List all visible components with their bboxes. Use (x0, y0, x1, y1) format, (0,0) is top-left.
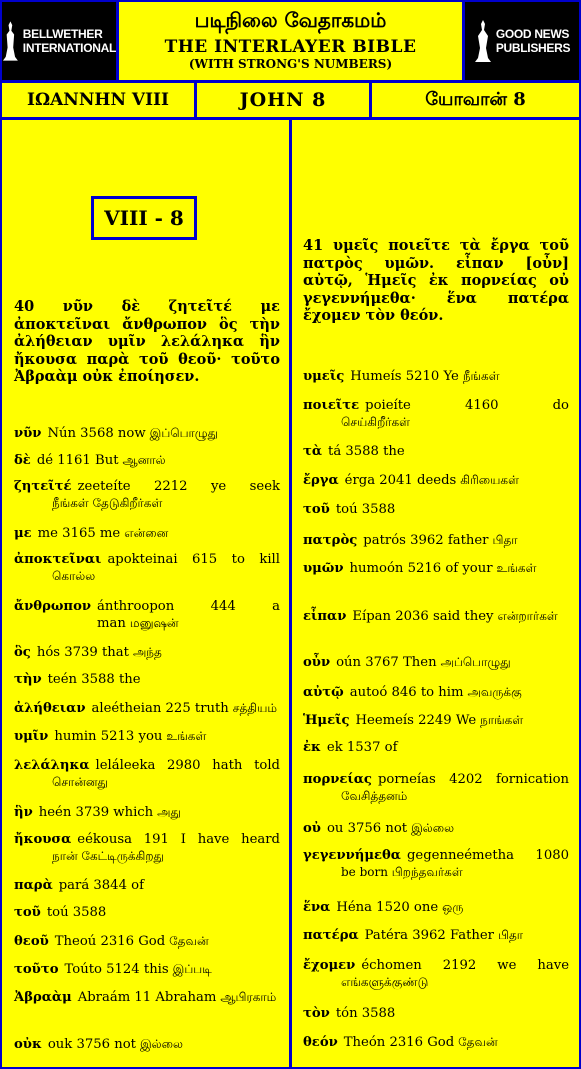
word-gloss: ek 1537 of (326, 740, 398, 755)
word-entry (303, 712, 569, 729)
tamil-gloss: அது (157, 805, 181, 819)
greek-word: ἣν (14, 805, 33, 820)
word-gloss: apokteinai 615 to kill (107, 552, 280, 567)
verse-41-text: 41 υμεῖς ποιεῖτε τὰ ἔργα τοῦ πατρὸς υμῶν. εἶπαν [οὖν] αὐτῷ, Ἡμεῖς ἐκ πορνείας οὐ γεγεννήμεθα· ἕνα πατέρα ἔχομεν τὸν θεόν. (303, 237, 569, 325)
book-english: JOHN 8 (197, 83, 372, 117)
word-entry (14, 728, 280, 745)
book-tamil: யோவான் 8 (425, 88, 526, 110)
good-news-logo (462, 2, 579, 80)
word-entry (303, 532, 569, 549)
word-entry (303, 1006, 569, 1022)
logo-left-line1: BELLWETHER (22, 27, 103, 41)
title-block (119, 2, 462, 80)
verse-40-text: 40 νῦν δὲ ζητεῖτέ με ἀποκτεῖναι ἄνθρωπον ὃς τὴν ἀλήθειαν υμῖν λελάληκα ἣν ἤκουσα παρὰ τοῦ θεοῦ· τοῦτο Ἀβραὰμ οὐκ ἐποίησεν. (14, 298, 280, 386)
greek-word: ἄνθρωπον (14, 599, 92, 614)
tamil-gloss: ஒரு (442, 900, 464, 914)
greek-word: με (14, 526, 32, 541)
word-gloss: aleétheian 225 truth சத்தியம் (91, 701, 278, 716)
word-entry (14, 700, 280, 717)
greek-word: ἔχομεν (303, 958, 356, 973)
greek-word: τοῦ (14, 905, 41, 920)
tamil-gloss: எங்களுக்குண்டு (341, 975, 429, 989)
word-entry (303, 1034, 569, 1051)
word-entry (303, 608, 569, 625)
tamil-gloss: தேவன் (169, 934, 209, 948)
tamil-gloss: சொன்னது (52, 775, 108, 789)
word-gloss: patrós 3962 father பிதா (363, 533, 518, 548)
word-gloss: tón 3588 (335, 1006, 396, 1021)
word-gloss: zeeteíte 2212 ye seek (77, 479, 280, 494)
greek-word: οὐ (303, 821, 321, 836)
greek-word: ποιεῖτε (303, 398, 360, 413)
tamil-gloss: கொல்ல (52, 569, 96, 583)
word-gloss: humoón 5216 of your உங்கள் (349, 561, 537, 576)
column-divider (289, 120, 292, 1067)
greek-word: ἔργα (303, 473, 339, 488)
greek-word: υμεῖς (303, 369, 345, 384)
word-gloss: toú 3588 (335, 502, 396, 517)
greek-word: τοῦ (303, 502, 330, 517)
tamil-gloss: அவருக்கு (467, 685, 522, 699)
tamil-gloss: ஆபிரகாம் (220, 990, 277, 1004)
word-entry (14, 672, 280, 688)
word-entry (14, 961, 280, 978)
tamil-gloss: கிரியைகள் (460, 473, 519, 487)
tamil-gloss: இல்லை (411, 821, 455, 835)
word-gloss: Theón 2316 God தேவன் (343, 1035, 498, 1050)
tamil-gloss: ஆனால் (122, 453, 166, 467)
tamil-gloss: உங்கள் (496, 561, 537, 575)
tamil-gloss: வேசித்தனம் (341, 789, 408, 803)
word-entry (303, 368, 569, 385)
word-entry (14, 905, 280, 921)
word-gloss: humin 5213 you உங்கள் (54, 729, 207, 744)
word-gloss: échomen 2192 we have (361, 958, 569, 973)
greek-word: οὐκ (14, 1037, 42, 1052)
tamil-gloss: be born பிறந்தவர்கள் (341, 865, 463, 879)
word-gloss: pará 3844 of (58, 878, 144, 893)
logo-right-line1: GOOD NEWS (495, 27, 570, 41)
word-gloss: ouk 3756 not இல்லை (47, 1037, 183, 1052)
word-gloss: oún 3767 Then அப்பொழுது (336, 655, 511, 670)
word-entry (14, 878, 280, 894)
word-entry (14, 804, 280, 821)
greek-word: τοῦτο (14, 962, 59, 977)
logo-right-line2: PUBLISHERS (495, 41, 571, 55)
greek-word: παρὰ (14, 878, 53, 893)
word-gloss: Abraám 11 Abraham ஆபிரகாம் (77, 990, 277, 1005)
greek-word: αὐτῷ (303, 685, 344, 700)
word-entry (303, 927, 569, 944)
logo-left-line2: INTERNATIONAL (22, 41, 116, 55)
greek-word: ζητεῖτέ (14, 479, 72, 494)
word-entry (303, 899, 569, 916)
word-gloss: Héna 1520 one ஒரு (336, 900, 464, 915)
tamil-gloss: சத்தியம் (232, 701, 278, 715)
word-gloss: autoó 846 to him அவருக்கு (349, 685, 522, 700)
word-entry (14, 599, 280, 632)
word-entry (303, 772, 569, 804)
word-entry (303, 740, 569, 756)
statue-icon (2, 18, 19, 64)
greek-word: υμῖν (14, 729, 49, 744)
greek-word: εἶπαν (303, 609, 347, 624)
greek-word: οὖν (303, 655, 331, 670)
tamil-gloss: பிதா (492, 533, 518, 547)
word-entry (14, 989, 280, 1006)
word-entry (14, 758, 280, 790)
word-entry (303, 958, 569, 990)
greek-word: ἀποκτεῖναι (14, 552, 102, 567)
word-entry (303, 398, 569, 430)
greek-word: υμῶν (303, 561, 344, 576)
tamil-gloss: அந்த (132, 645, 162, 659)
title-english: THE INTERLAYER BIBLE (164, 37, 417, 57)
greek-word: θεόν (303, 1035, 338, 1050)
word-entry (303, 444, 569, 460)
word-gloss: Theoú 2316 God தேவன் (54, 934, 209, 949)
word-gloss: dé 1161 But ஆனால் (36, 453, 166, 468)
greek-word: ἕνα (303, 900, 331, 915)
word-entry (303, 684, 569, 701)
tamil-gloss: நான் கேட்டிருக்கிறது (52, 849, 164, 863)
greek-word: Ἡμεῖς (303, 713, 350, 728)
book-greek: ΙΩΑΝΝΗΝ VIII (2, 83, 197, 117)
word-gloss: Heemeís 2249 We நாங்கள் (355, 713, 524, 728)
word-gloss: Patéra 3962 Father பிதா (364, 928, 524, 943)
word-gloss: gegenneémetha 1080 (406, 848, 569, 863)
word-entry (303, 560, 569, 577)
greek-word: πατρὸς (303, 533, 358, 548)
word-gloss: Toúto 5124 this இப்படி (64, 962, 212, 977)
word-entry (14, 1036, 280, 1053)
tamil-gloss: பிதா (498, 928, 524, 942)
word-gloss: Eípan 2036 said they என்றார்கள் (352, 609, 558, 624)
word-entry (14, 425, 280, 442)
word-gloss: toú 3588 (46, 905, 107, 920)
word-entry (303, 472, 569, 489)
word-gloss: Nún 3568 now இப்பொழுது (47, 426, 219, 441)
greek-word: γεγεννήμεθα (303, 848, 401, 863)
word-gloss: teén 3588 the (47, 672, 141, 687)
word-gloss: eékousa 191 I have heard (77, 832, 280, 847)
word-gloss: tá 3588 the (328, 444, 405, 459)
word-entry (14, 933, 280, 950)
greek-word: νῦν (14, 426, 42, 441)
tamil-gloss: உங்கள் (166, 729, 207, 743)
word-entry (303, 820, 569, 837)
tamil-gloss: செய்கிறீர்கள் (341, 415, 411, 429)
greek-word: λελάληκα (14, 758, 90, 773)
word-entry (14, 832, 280, 864)
tamil-gloss: மனுஷன் (129, 616, 179, 630)
word-gloss: ánthroopon 444 a man மனுஷன் (97, 599, 280, 631)
word-gloss: me 3165 me என்னை (37, 526, 169, 541)
greek-word: θεοῦ (14, 934, 49, 949)
tamil-gloss: இல்லை (139, 1037, 183, 1051)
word-gloss: Humeís 5210 Ye நீங்கள் (350, 369, 500, 384)
word-gloss: heén 3739 which அது (38, 805, 181, 820)
greek-word: ἀλήθειαν (14, 701, 86, 716)
greek-word: ὃς (14, 645, 31, 660)
word-entry (303, 848, 569, 880)
subtitle: (WITH STRONG'S NUMBERS) (188, 57, 393, 71)
word-entry (14, 525, 280, 542)
greek-word: ἐκ (303, 740, 321, 755)
word-entry (14, 644, 280, 661)
bellwether-logo (2, 2, 119, 80)
tamil-gloss: இப்படி (172, 962, 212, 976)
greek-word: Ἀβραὰμ (14, 990, 72, 1005)
word-gloss: leláleeka 2980 hath told (95, 758, 280, 773)
header (2, 2, 579, 83)
word-gloss: érga 2041 deeds கிரியைகள் (344, 473, 519, 488)
greek-word: δὲ (14, 453, 31, 468)
tamil-gloss: இப்பொழுது (149, 426, 219, 440)
tamil-gloss: நீங்கள் தேடுகிறீர்கள் (52, 496, 163, 510)
book-bar (2, 83, 579, 120)
tamil-gloss: நாங்கள் (480, 713, 524, 727)
chapter-box: VIII - 8 (91, 196, 197, 240)
word-gloss: hós 3739 that அந்த (36, 645, 162, 660)
greek-word: τὴν (14, 672, 42, 687)
greek-word: τὰ (303, 444, 323, 459)
word-gloss: ou 3756 not இல்லை (326, 821, 455, 836)
greek-word: πορνείας (303, 772, 372, 787)
word-entry (14, 552, 280, 584)
word-entry (14, 452, 280, 469)
word-entry (303, 654, 569, 671)
word-entry (303, 502, 569, 518)
title-tamil: படிநிலை வேதாகமம் (194, 8, 387, 32)
word-gloss: porneías 4202 fornication (377, 772, 569, 787)
greek-word: πατέρα (303, 928, 359, 943)
word-gloss: poieíte 4160 do (365, 398, 569, 413)
tamil-gloss: நீங்கள் (462, 369, 500, 383)
greek-word: ἤκουσα (14, 832, 72, 847)
greek-word: τὸν (303, 1006, 330, 1021)
word-entry (14, 479, 280, 511)
tamil-gloss: என்றார்கள் (497, 609, 558, 623)
figure-icon (474, 18, 492, 64)
tamil-gloss: தேவன் (458, 1035, 498, 1049)
tamil-gloss: என்னை (124, 526, 169, 540)
tamil-gloss: அப்பொழுது (440, 655, 511, 669)
